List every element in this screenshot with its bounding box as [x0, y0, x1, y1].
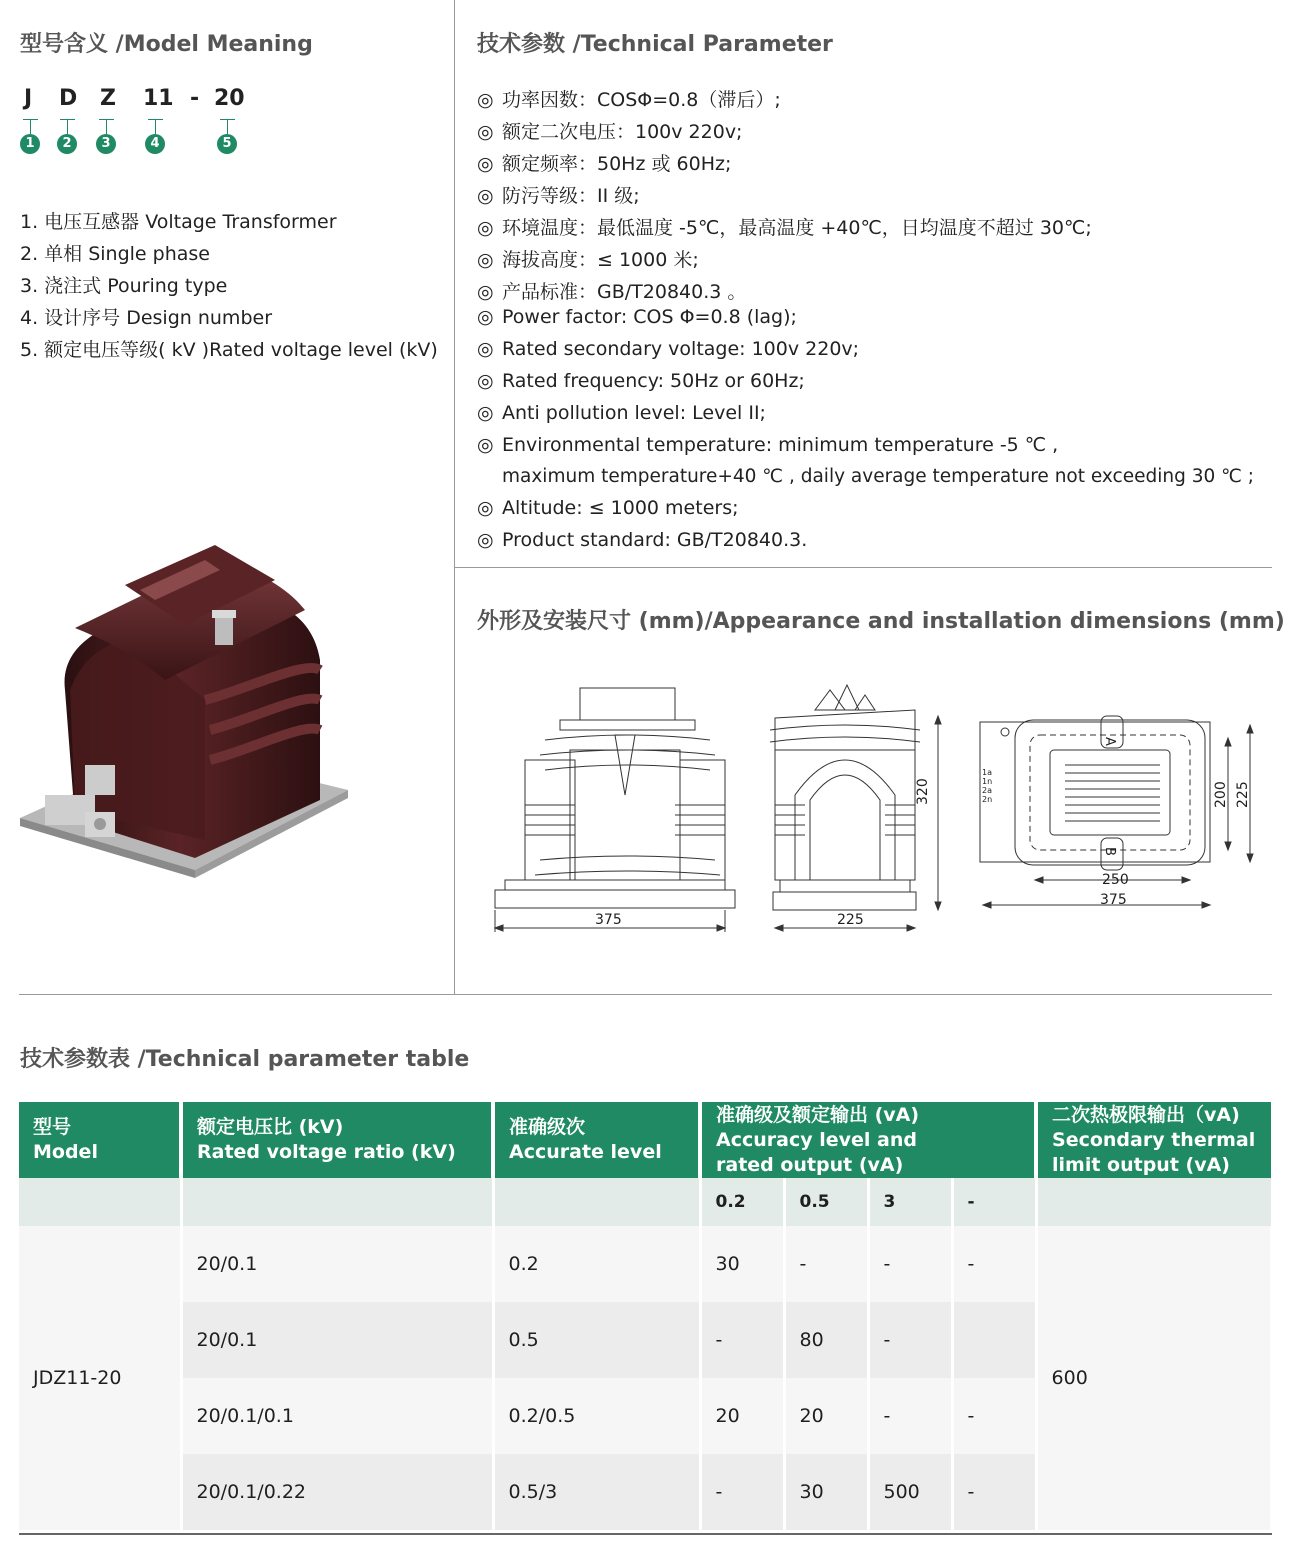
level-0-2: 0.2 [700, 1178, 784, 1226]
level-cell: 0.2/0.5 [493, 1378, 700, 1454]
dim-side-width: 225 [837, 912, 864, 928]
bullet-icon: ◎ [477, 153, 494, 175]
param-text: Anti pollution level: Level II; [502, 402, 766, 424]
technical-parameter-table [19, 1102, 1273, 1530]
header-rated-output: 准确级及额定输出 (vA) Accuracy level and rated output (vA) [700, 1102, 1036, 1178]
output-cell: - [952, 1454, 1036, 1530]
product-image [15, 540, 355, 890]
meaning-item: 2. 单相 Single phase [20, 243, 210, 265]
code-letter-20: 20 [214, 86, 245, 111]
param-continuation: maximum temperature+40 ℃ , daily average temperature not exceeding 30 ℃ ; [502, 466, 1255, 487]
number-badge-3: 3 [96, 134, 116, 154]
param-text: Product standard: GB/T20840.3. [502, 529, 808, 551]
param-text: 环境温度：最低温度 -5℃，最高温度 +40℃，日均温度不超过 30℃; [502, 217, 1092, 239]
output-cell: - [868, 1302, 952, 1378]
dimensions-title: 外形及安装尺寸 (mm)/Appearance and installation dimensions (mm) [477, 609, 1285, 634]
bullet-icon: ◎ [477, 434, 494, 456]
vertical-divider [454, 0, 455, 994]
code-stem [106, 120, 107, 134]
param-item [477, 277, 746, 304]
param-item [477, 85, 781, 112]
terminal-b-label: B [1101, 847, 1117, 856]
param-item [477, 213, 1092, 240]
code-letter-d: D [59, 86, 78, 111]
technical-parameter-title: 技术参数 /Technical Parameter [477, 32, 833, 57]
model-meaning-title: 型号含义 /Model Meaning [20, 32, 313, 57]
main-horizontal-divider [19, 994, 1272, 995]
bullet-icon: ◎ [477, 281, 494, 303]
bullet-icon: ◎ [477, 306, 494, 328]
dimension-drawings [485, 680, 1275, 945]
param-text: Altitude: ≤ 1000 meters; [502, 497, 739, 519]
output-cell: 500 [868, 1454, 952, 1530]
param-item [477, 338, 859, 360]
terminal-marks [982, 768, 992, 804]
param-item [477, 117, 742, 144]
output-cell: - [952, 1226, 1036, 1302]
output-cell: 20 [784, 1378, 868, 1454]
param-item [477, 245, 699, 272]
level-0-5: 0.5 [784, 1178, 868, 1226]
output-cell: - [700, 1302, 784, 1378]
bullet-icon: ◎ [477, 338, 494, 360]
number-badge-1: 1 [20, 134, 40, 154]
table-bottom-rule [19, 1533, 1272, 1535]
dim-top-outer-width: 375 [1100, 892, 1127, 908]
table-row [19, 1226, 1271, 1302]
param-item [477, 434, 1058, 456]
output-cell: - [952, 1378, 1036, 1454]
param-item [477, 529, 807, 551]
bullet-icon: ◎ [477, 370, 494, 392]
terminal-mark: 1n [982, 777, 993, 786]
output-cell: 20 [700, 1378, 784, 1454]
dim-height: 320 [915, 778, 931, 805]
code-letter-z: Z [100, 86, 116, 111]
bullet-icon: ◎ [477, 249, 494, 271]
header-voltage-ratio: 额定电压比 (kV) Rated voltage ratio (kV) [181, 1102, 493, 1178]
dim-front-width: 375 [595, 912, 622, 928]
bullet-icon: ◎ [477, 185, 494, 207]
code-stem [30, 120, 31, 134]
output-cell: 30 [700, 1226, 784, 1302]
meaning-item: 5. 额定电压等级( kV )Rated voltage level (kV) [20, 339, 438, 361]
bullet-icon: ◎ [477, 89, 494, 111]
param-text: Rated frequency: 50Hz or 60Hz; [502, 370, 805, 392]
bullet-icon: ◎ [477, 402, 494, 424]
param-item [477, 402, 766, 424]
output-cell: - [700, 1454, 784, 1530]
bullet-icon: ◎ [477, 121, 494, 143]
ratio-cell: 20/0.1/0.1 [181, 1378, 493, 1454]
number-badge-2: 2 [57, 134, 77, 154]
param-text: 功率因数：COSΦ=0.8（滞后）; [502, 89, 781, 111]
number-badge-5: 5 [217, 134, 237, 154]
terminal-mark: 2a [982, 786, 992, 795]
param-text: 产品标准：GB/T20840.3 。 [502, 281, 747, 303]
code-letter-11: 11 [143, 86, 174, 111]
param-text: Environmental temperature: minimum temperature -5 ℃ , [502, 434, 1059, 456]
side-view-drawing [770, 685, 941, 931]
param-text: 防污等级：II 级; [502, 185, 640, 207]
right-section-divider [455, 567, 1272, 568]
model-cell: JDZ11-20 [19, 1226, 181, 1530]
table-title: 技术参数表 /Technical parameter table [20, 1047, 470, 1072]
level-3: 3 [868, 1178, 952, 1226]
dim-top-inner-width: 250 [1102, 872, 1129, 888]
param-item [477, 181, 640, 208]
bullet-icon: ◎ [477, 529, 494, 551]
number-badge-4: 4 [145, 134, 165, 154]
ratio-cell: 20/0.1 [181, 1226, 493, 1302]
header-accurate-level: 准确级次 Accurate level [493, 1102, 700, 1178]
ratio-cell: 20/0.1 [181, 1302, 493, 1378]
param-text: 额定频率：50Hz 或 60Hz; [502, 153, 732, 175]
bullet-icon: ◎ [477, 217, 494, 239]
table-header-row [19, 1102, 1271, 1178]
dim-top-outer-depth: 225 [1235, 781, 1251, 808]
param-text: Rated secondary voltage: 100v 220v; [502, 338, 860, 360]
param-text: Power factor: COS Φ=0.8 (lag); [502, 306, 797, 328]
code-stem [227, 120, 228, 134]
front-view-drawing [495, 688, 735, 932]
code-stem [155, 120, 156, 134]
subheader-cell [19, 1178, 181, 1226]
table-subheader-row [19, 1178, 1271, 1226]
param-item [477, 149, 731, 176]
meaning-item: 1. 电压互感器 Voltage Transformer [20, 211, 337, 233]
param-text: 海拔高度：≤ 1000 米; [502, 249, 699, 271]
output-cell: - [784, 1226, 868, 1302]
output-cell: 80 [784, 1302, 868, 1378]
subheader-cell [493, 1178, 700, 1226]
output-cell: 30 [784, 1454, 868, 1530]
param-text: 额定二次电压：100v 220v; [502, 121, 743, 143]
meaning-item: 3. 浇注式 Pouring type [20, 275, 228, 297]
terminal-a-label: A [1101, 737, 1117, 746]
thermal-cell: 600 [1036, 1226, 1271, 1530]
subheader-cell [1036, 1178, 1271, 1226]
meaning-item: 4. 设计序号 Design number [20, 307, 273, 329]
level-cell: 0.5 [493, 1302, 700, 1378]
dim-top-inner-depth: 200 [1213, 781, 1229, 808]
terminal-mark: 2n [982, 795, 993, 804]
output-cell: - [868, 1226, 952, 1302]
output-cell: - [868, 1378, 952, 1454]
bullet-icon: ◎ [477, 497, 494, 519]
level-dash: - [952, 1178, 1036, 1226]
param-item [477, 306, 797, 328]
level-cell: 0.5/3 [493, 1454, 700, 1530]
ratio-cell: 20/0.1/0.22 [181, 1454, 493, 1530]
output-cell [952, 1302, 1036, 1378]
code-letter-dash: - [190, 86, 200, 111]
param-item [477, 497, 739, 519]
level-cell: 0.2 [493, 1226, 700, 1302]
terminal-mark: 1a [982, 768, 992, 777]
header-thermal-output: 二次热极限输出（vA) Secondary thermal limit output (vA) [1036, 1102, 1271, 1178]
code-letter-j: J [24, 86, 33, 111]
header-model: 型号 Model [19, 1102, 181, 1178]
subheader-cell [181, 1178, 493, 1226]
code-stem [67, 120, 68, 134]
param-item [477, 370, 805, 392]
